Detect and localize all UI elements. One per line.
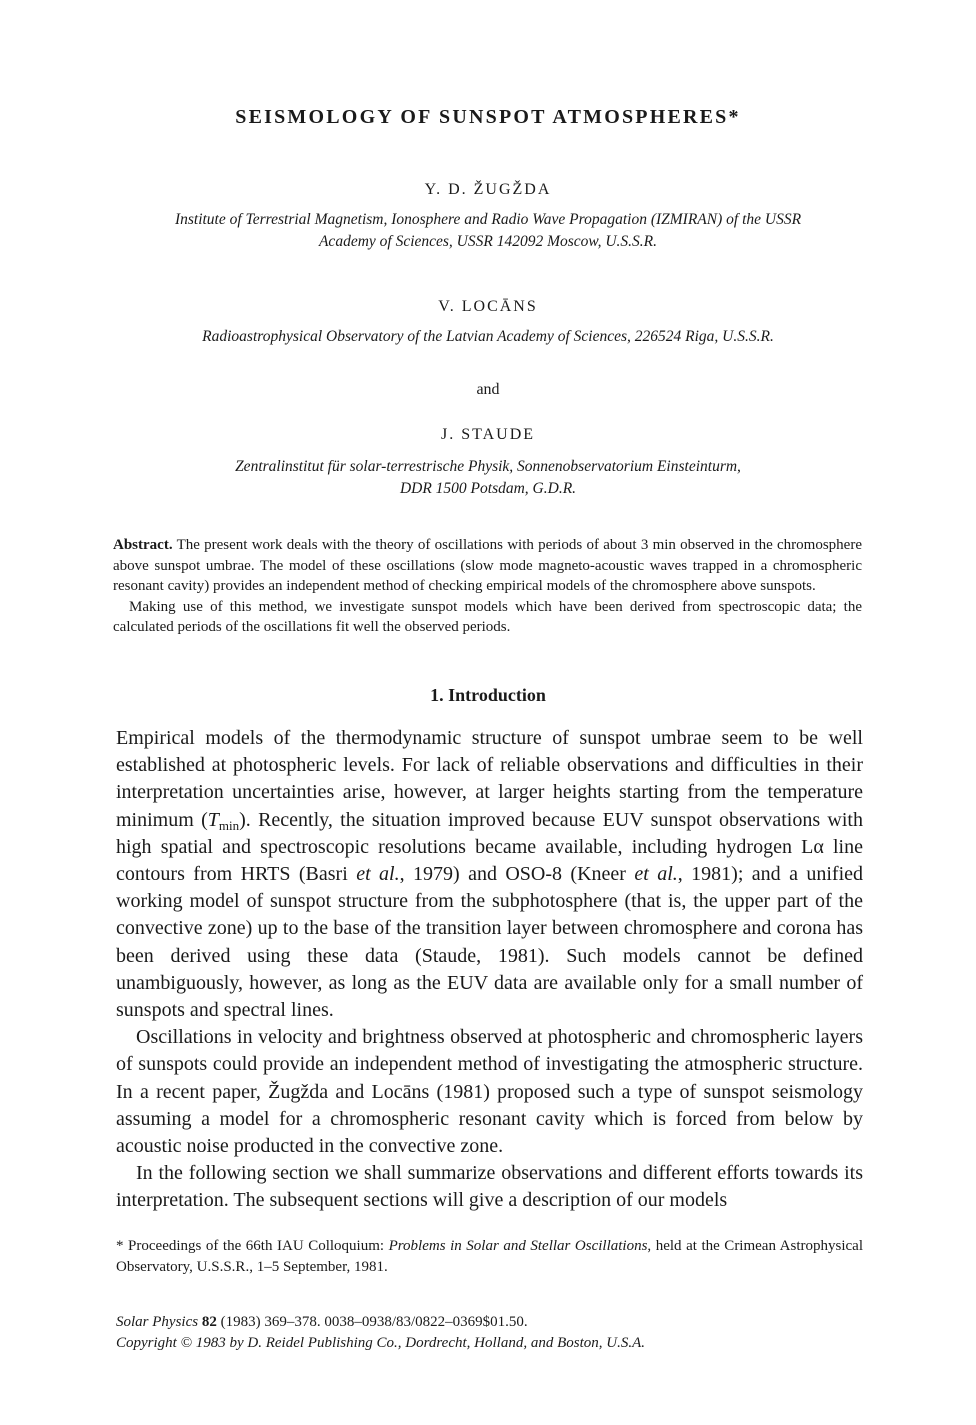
author-affiliation-1 [110, 209, 866, 253]
paper-title: SEISMOLOGY OF SUNSPOT ATMOSPHERES* [235, 106, 741, 128]
text-run: , held at the Crimean Astrophysical Observatory, U.S.S.R., 1–5 September, 1981. [116, 1238, 863, 1275]
author-affiliation-3 [110, 456, 866, 500]
text-italic: et al. [634, 863, 678, 886]
author-name-1: Y. D. ŽUGŽDA [424, 181, 552, 198]
text-run: Empirical models of the thermodynamic structure of sunspot umbrae seem to be well established at photospheric levels. For lack of reliable observations and difficulties in their interpretation uncertainties arise, however, at larger heights starting from the temperature minimum ( [116, 727, 863, 831]
text-run: ). Recently, the situation improved because EUV sunspot observations with high spatial and spectroscopic resolutions became available, including hydrogen Lα line contours from HRTS (Basri [116, 808, 863, 886]
affiliation-line: Institute of Terrestrial Magnetism, Ionosphere and Radio Wave Propagation (IZMIRAN) of the USSR [174, 211, 802, 228]
journal-citation: (1983) 369–378. 0038–0938/83/0822–0369$01.50. [216, 1314, 528, 1330]
text-run: * Proceedings of the 66th IAU Colloquium: [116, 1238, 389, 1254]
journal-volume: 82 [201, 1314, 217, 1330]
affiliation-line: Academy of Sciences, USSR 142092 Moscow, U.S.S.R. [318, 233, 658, 250]
affiliation-line: DDR 1500 Potsdam, G.D.R. [399, 480, 577, 497]
abstract-lead: Abstract. [113, 537, 173, 553]
abstract [113, 535, 862, 638]
text-italic: et al. [356, 863, 400, 886]
journal-footer [116, 1312, 863, 1354]
math-symbol: T [207, 808, 219, 831]
text-run: , 1979) and OSO-8 (Kneer [399, 863, 635, 886]
affiliation-line: Zentralinstitut für solar-terrestrische Physik, Sonnenobservatorium Einsteinturm, [235, 458, 741, 475]
author-affiliation-2 [110, 326, 866, 348]
body-paragraph-1 [116, 725, 863, 1024]
math-subscript: min [218, 817, 240, 833]
body-paragraph-2: Oscillations in velocity and brightness observed at photospheric and chromospheric layers of sunspots could provide an independent method of investigating the atmospheric structure. In a recent paper, Žugžda and Locāns (1981) proposed such a type of sunspot seismology assuming a model for a chromospheric resonant cavity which is forced from below by acoustic noise producted in the convective zone. [116, 1026, 863, 1158]
text-italic: Problems in Solar and Stellar Oscillations [388, 1238, 648, 1254]
abstract-paragraph-1: The present work deals with the theory of oscillations with periods of about 3 min observed in the chromosphere above sunspot umbrae. The model of these oscillations (slow mode magneto-acoustic waves trapped in a chromospheric resonant cavity) provides an independent method of checking empirical models of the chromosphere above sunspots. [113, 537, 862, 594]
journal-name: Solar Physics [116, 1314, 199, 1330]
footnote [116, 1236, 863, 1277]
affiliation-line: Radioastrophysical Observatory of the Latvian Academy of Sciences, 226524 Riga, U.S.S.R. [202, 328, 774, 345]
body-paragraph-3: In the following section we shall summarize observations and different efforts towards its interpretation. The subsequent sections will give a description of our models [116, 1162, 863, 1212]
author-name-2: V. LOCĀNS [438, 298, 538, 315]
body-text [116, 725, 863, 1215]
copyright-line: Copyright © 1983 by D. Reidel Publishing Co., Dordrecht, Holland, and Boston, U.S.A. [116, 1335, 645, 1351]
text-run: , 1981); and a unified working model of sunspot structure from the subphotosphere (that is, the upper part of the convective zone) up to the base of the transition layer between chromosphere and corona has been derived using these data (Staude, 1981). Such models cannot be defined unambiguously, however, as long as the EUV data are available only for a small number of sunspots and spectral lines. [116, 863, 864, 1022]
section-heading: 1. Introduction [430, 685, 546, 705]
abstract-paragraph-2: Making use of this method, we investigate sunspot models which have been derived from spectroscopic data; the calculated periods of the oscillations fit well the observed periods. [113, 598, 862, 635]
author-name-3: J. STAUDE [440, 426, 536, 443]
and-separator: and [476, 381, 500, 398]
